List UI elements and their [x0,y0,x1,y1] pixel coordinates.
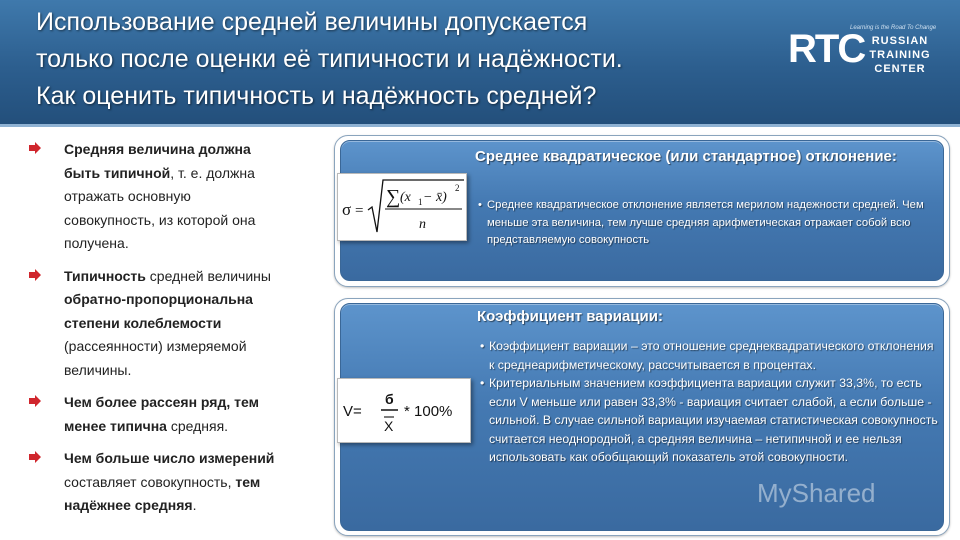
plain-text: , т. е. должна [170,164,255,181]
red-arrow-bullet-icon [28,268,42,282]
bullet-line [64,359,328,383]
bullet-line [64,312,328,336]
formula-rhs: * 100% [404,403,453,420]
bullet-line [64,471,328,495]
formula-denominator: n [419,217,426,232]
square-root-icon [368,180,464,232]
formula-sigma: σ [342,200,352,219]
plain-text: совокупность, из которой она [64,211,256,228]
bullet-line [64,162,328,186]
std-deviation-title: Среднее квадратическое (или стандартное) отклонение: [475,148,897,165]
variation-bullet-2: • Критериальным значением коэффициента вариации служит 33,3%, то есть если V меньше или равен 33,3% - вариация считает слабой, а если больше - сильной. В случае сильной вариации изучаемая статистическая совокупность считается неоднородной, а средняя величина – нетипичной и ее нельзя использовать как обобщающий показатель этой совокупности. [480,376,938,464]
bold-text: Средняя величина должна [64,141,251,157]
bold-text: менее типична [64,417,167,434]
plain-text: величины. [64,361,132,378]
bold-text: тем [235,473,261,490]
variation-bullet-1: • Коэффициент вариации – это отношение среднеквадратического отклонения к среднеарифметическому, рассчитывается в процентах. [480,339,934,372]
red-arrow-bullet-icon [28,450,42,464]
left-bullet-4 [28,447,328,518]
bullet-line [64,391,328,415]
logo-word-1: RUSSIAN [871,35,929,47]
logo-mark: RTC [788,27,865,71]
plain-text: составляет совокупность, [64,473,236,490]
title-line-2: только после оценки её типичности и надёжности. [36,45,623,73]
svg-text:=: = [355,203,364,219]
bold-text: Типичность [64,267,146,284]
plain-text: . [192,497,197,513]
title-line-1: Использование средней величины допускается [36,8,588,36]
bold-text: быть типичной [64,164,171,181]
bullet-line [64,494,328,518]
slide-header [0,0,960,124]
formula-numerator: б [385,391,394,407]
bold-text: надёжнее средняя [64,497,193,513]
formula-v: V= [343,403,362,420]
bullet-line [64,138,328,162]
red-arrow-bullet-icon [28,394,42,408]
left-bullet-list [28,138,328,527]
bullet-line [64,209,328,233]
std-deviation-bullet: • Среднее квадратическое отклонение является мерилом надежности средней. Чем меньше эта величина, тем лучше средняя арифметическая отражает собой всю представляемую совокупность [478,199,924,246]
formula-sum: ∑ [386,186,401,208]
plain-text: средней величины [145,267,271,284]
watermark: MyShared [757,478,876,508]
variation-formula-graphic [338,379,470,442]
variation-coefficient-title: Коэффициент вариации: [477,308,663,325]
bullet-line [64,185,328,209]
formula-power: 2 [455,183,460,193]
bullet-line [64,288,328,312]
std-deviation-text [478,197,927,250]
variation-coefficient-text [480,337,939,467]
bullet-dot-icon: • [480,339,485,353]
bullet-line [64,335,328,359]
bullet-line [64,415,328,439]
sigma-formula-graphic [338,174,466,240]
plain-text: (рассеянности) измеряемой [64,338,247,354]
left-bullet-1 [28,138,328,256]
formula-mean: X [384,418,394,434]
bold-text: обратно-пропорциональна [64,291,253,307]
bold-text: степени колеблемости [64,314,222,331]
bullet-dot-icon: • [478,199,482,211]
left-bullet-3 [28,391,328,438]
bold-text: Чем более рассеян ряд, тем [64,394,259,410]
formula-minus: − x̄) [423,190,447,205]
variation-formula [337,378,471,443]
plain-text: средняя. [166,417,229,434]
bullet-line [64,447,328,471]
logo-tagline: Learning is the Road To Change [850,25,937,31]
logo-word-3: CENTER [874,63,926,75]
bold-text: Чем больше число измерений [64,450,275,466]
logo-word-2: TRAINING [869,49,931,61]
red-arrow-bullet-icon [28,141,42,155]
header-divider [0,124,960,127]
left-bullet-2 [28,265,328,383]
logo-words [864,34,936,76]
plain-text: получена. [64,235,129,251]
title-line-3: Как оценить типичность и надёжность средней? [36,82,597,110]
rtc-logo [788,22,948,86]
bullet-line [64,265,328,289]
bullet-line [64,232,328,256]
formula-term: (x [400,190,411,205]
formula-sub: 1 [418,197,423,207]
plain-text: отражать основную [64,188,191,204]
bullet-dot-icon: • [480,376,485,390]
std-deviation-formula [337,173,467,241]
slide-title [36,4,756,115]
